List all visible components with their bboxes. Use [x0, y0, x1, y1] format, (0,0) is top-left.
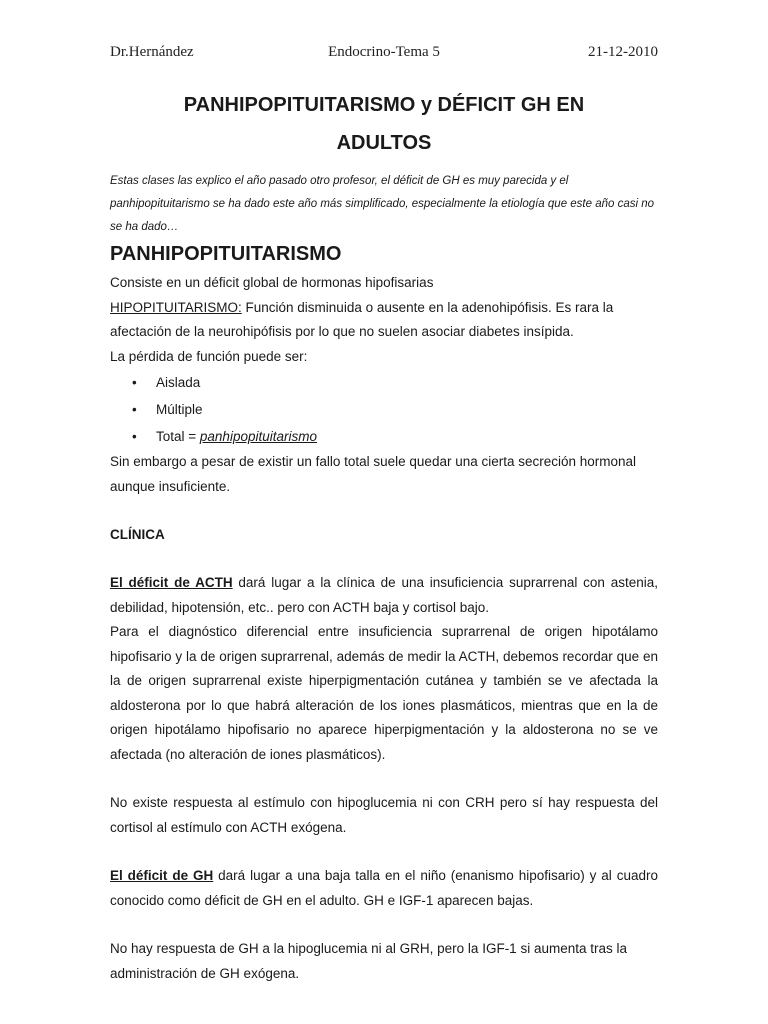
header-date: 21-12-2010	[588, 44, 658, 60]
list-item-multiple: • Múltiple	[132, 396, 658, 423]
hipopituitarismo-paragraph	[110, 296, 658, 345]
list-item-total-prefix: Total =	[156, 429, 200, 444]
loss-of-function-paragraph: La pérdida de función puede ser:	[110, 348, 308, 364]
gh-paragraph	[110, 864, 658, 913]
acth-text: dará lugar a la clínica de una insuficiencia suprarrenal con astenia, debilidad, hipotensión, etc.. pero con ACTH baja y cortisol bajo.	[110, 575, 658, 615]
title-line-1: PANHIPOPITUITARISMO y DÉFICIT GH EN	[183, 94, 585, 116]
hipopituitarismo-term: HIPOPITUITARISMO:	[110, 299, 242, 315]
stimulus-response-paragraph: No existe respuesta al estímulo con hipoglucemia ni con CRH pero sí hay respuesta del cortisol al estímulo con ACTH exógena.	[110, 795, 658, 835]
page-header	[110, 44, 658, 61]
definition-paragraph: Consiste en un déficit global de hormonas hipofisarias	[110, 275, 434, 290]
acth-term: El déficit de ACTH	[110, 575, 233, 590]
function-loss-list	[110, 369, 658, 450]
section-heading-clinica: CLÍNICA	[110, 527, 165, 542]
gh-term: El déficit de GH	[110, 868, 214, 883]
document-title	[110, 86, 658, 162]
residual-secretion-paragraph: Sin embargo a pesar de existir un fallo total suele quedar una cierta secreción hormonal aunque insuficiente.	[110, 454, 637, 494]
intro-note: Estas clases las explico el año pasado otro profesor, el déficit de GH es muy parecida y el panhipopituitarismo se ha dado este año más simplificado, especialmente la etiología que este año casi no se ha dado…	[110, 175, 655, 233]
hipopituitarismo-text: Función disminuida o ausente en la adenohipófisis. Es rara la afectación de la neurohipófisis por lo que no suelen asociar diabetes insípida.	[110, 299, 614, 339]
header-author: Dr.Hernández	[110, 44, 194, 60]
acth-paragraph	[110, 571, 658, 620]
title-line-2: ADULTOS	[336, 132, 432, 154]
differential-diagnosis-paragraph: Para el diagnóstico diferencial entre insuficiencia suprarrenal de origen hipotálamo hipofisario y la de origen suprarrenal, además de medir la ACTH, debemos recordar que en la de origen suprarrenal existe hiperpigmentación cutánea y también se ve afectada la aldosterona por lo que habrá alteración de los iones plasmáticos, mientras que en la de origen hipotálamo hipofisario no aparece hiperpigmentación y la aldosterona no se ve afectada (no alteración de iones plasmáticos).	[110, 624, 658, 762]
section-heading-panhipopituitarismo: PANHIPOPITUITARISMO	[110, 243, 342, 265]
list-item-aislada: • Aislada	[132, 369, 658, 396]
list-item-total-term: panhipopituitarismo	[199, 429, 317, 444]
document-body	[110, 86, 658, 986]
gh-response-paragraph: No hay respuesta de GH a la hipoglucemia ni al GRH, pero la IGF-1 si aumenta tras la administración de GH exógena.	[110, 941, 627, 981]
list-item-total	[132, 423, 658, 450]
gh-text: dará lugar a una baja talla en el niño (enanismo hipofisario) y al cuadro conocido como déficit de GH en el adulto. GH e IGF-1 aparecen bajas.	[110, 868, 658, 908]
header-course: Endocrino-Tema 5	[328, 44, 440, 60]
